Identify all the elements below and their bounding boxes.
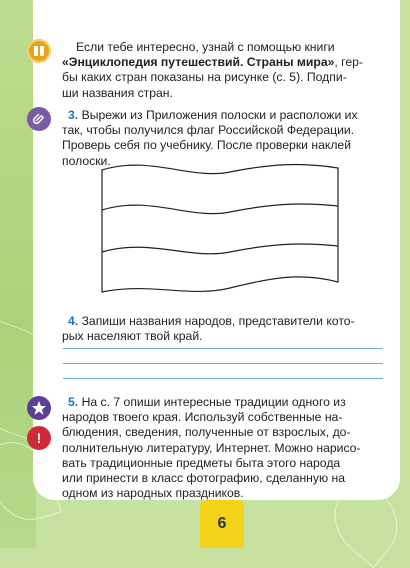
answer-line[interactable] — [63, 348, 383, 349]
book-icon — [27, 39, 51, 63]
task-number: 5. — [68, 395, 79, 409]
text-line: рых населяют твой край. — [62, 329, 203, 344]
text-line: или принести в класс фотографию, сделанную на — [62, 471, 346, 486]
text-line: народов твоего края. Используй собственные на- — [62, 410, 343, 425]
exclamation-icon: ! — [27, 426, 51, 450]
flag-stripe-divider — [102, 204, 338, 214]
text-line: одном из народных праздников. — [62, 486, 244, 501]
text-line: 3. Вырежи из Приложения полоски и расположи их — [68, 108, 358, 122]
task-number: 3. — [68, 108, 79, 122]
text-line: полоски. — [62, 153, 111, 168]
text-line: «Энциклопедия путешествий. Страны мира», гер- — [62, 55, 363, 70]
text-line: 5. На с. 7 опиши интересные традиции одного из — [68, 395, 346, 409]
task-intro — [62, 40, 384, 101]
flag-stripe-divider — [102, 244, 338, 254]
text-line: Проверь себя по учебнику. После проверки наклей — [62, 138, 352, 153]
answer-line[interactable] — [63, 378, 383, 379]
answer-line[interactable] — [63, 363, 383, 364]
task-number: 4. — [68, 314, 79, 328]
text-line: бы каких стран показаны на рисунке (с. 5). Подпи- — [62, 70, 347, 85]
text-line: полнительную литературу, Интернет. Можно нарисо- — [62, 440, 361, 455]
text-line: блюдения, сведения, полученные от взрослых, до- — [62, 425, 351, 440]
paperclip-icon — [27, 107, 51, 131]
book-title: «Энциклопедия путешествий. Страны мира» — [62, 55, 335, 70]
text-line: вать традиционные предметы быта этого народа — [62, 455, 341, 470]
text-line: 4. Запиши названия народов, представители кото- — [68, 314, 355, 328]
text-line: Если тебе интересно, узнай с помощью книги — [76, 40, 335, 54]
flag-outline — [100, 160, 340, 300]
task-4 — [62, 314, 384, 344]
task-5 — [62, 395, 384, 501]
text-line: ши названия стран. — [62, 85, 173, 100]
page-number: 6 — [200, 500, 244, 548]
star-icon — [27, 396, 51, 420]
text-line: так, чтобы получился флаг Российской Федерации. — [62, 123, 355, 138]
